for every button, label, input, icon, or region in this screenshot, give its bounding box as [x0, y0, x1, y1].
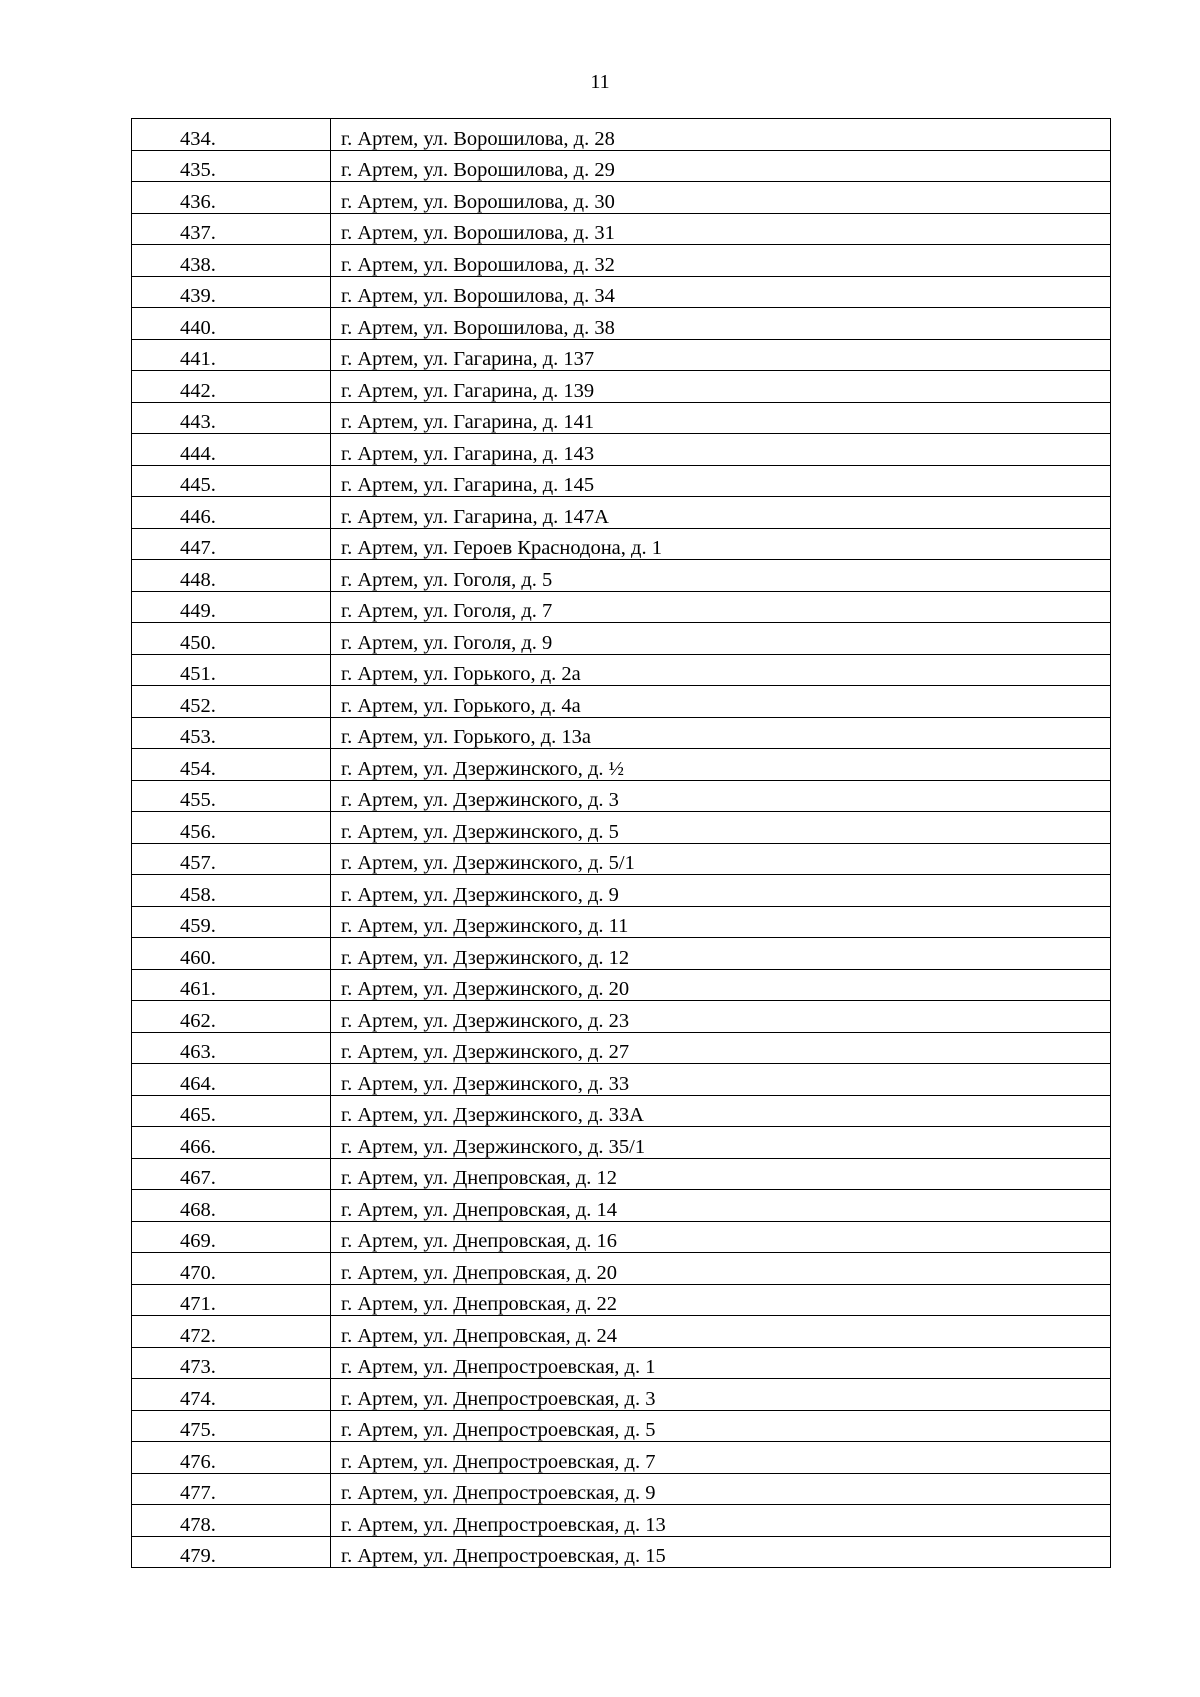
address-cell: г. Артем, ул. Гагарина, д. 145	[331, 465, 1111, 497]
address-cell: г. Артем, ул. Днепровская, д. 16	[331, 1221, 1111, 1253]
address-cell: г. Артем, ул. Дзержинского, д. 5/1	[331, 843, 1111, 875]
address-cell: г. Артем, ул. Днепростроевская, д. 13	[331, 1505, 1111, 1537]
table-row	[132, 969, 1111, 1001]
table-row	[132, 1347, 1111, 1379]
table-row	[132, 780, 1111, 812]
address-cell: г. Артем, ул. Дзержинского, д. 11	[331, 906, 1111, 938]
row-number-cell: 461.	[132, 969, 331, 1001]
table-row	[132, 308, 1111, 340]
address-cell: г. Артем, ул. Ворошилова, д. 29	[331, 150, 1111, 182]
address-table-body	[132, 119, 1111, 1568]
table-row	[132, 213, 1111, 245]
row-number-cell: 477.	[132, 1473, 331, 1505]
table-row	[132, 528, 1111, 560]
table-row	[132, 1536, 1111, 1568]
table-row	[132, 150, 1111, 182]
address-cell: г. Артем, ул. Гагарина, д. 147А	[331, 497, 1111, 529]
address-cell: г. Артем, ул. Дзержинского, д. 33	[331, 1064, 1111, 1096]
row-number-cell: 467.	[132, 1158, 331, 1190]
row-number-cell: 457.	[132, 843, 331, 875]
table-row	[132, 717, 1111, 749]
table-row	[132, 1001, 1111, 1033]
row-number-cell: 479.	[132, 1536, 331, 1568]
row-number-cell: 434.	[132, 119, 331, 151]
address-cell: г. Артем, ул. Дзержинского, д. 3	[331, 780, 1111, 812]
address-cell: г. Артем, ул. Гагарина, д. 141	[331, 402, 1111, 434]
table-row	[132, 654, 1111, 686]
address-cell: г. Артем, ул. Дзержинского, д. 12	[331, 938, 1111, 970]
table-row	[132, 1190, 1111, 1222]
table-row	[132, 1095, 1111, 1127]
table-row	[132, 623, 1111, 655]
address-cell: г. Артем, ул. Гагарина, д. 137	[331, 339, 1111, 371]
table-row	[132, 182, 1111, 214]
row-number-cell: 436.	[132, 182, 331, 214]
row-number-cell: 449.	[132, 591, 331, 623]
page-number: 11	[590, 71, 610, 93]
table-row	[132, 1253, 1111, 1285]
table-row	[132, 686, 1111, 718]
row-number-cell: 471.	[132, 1284, 331, 1316]
address-cell: г. Артем, ул. Днепровская, д. 22	[331, 1284, 1111, 1316]
row-number-cell: 444.	[132, 434, 331, 466]
table-row	[132, 1410, 1111, 1442]
address-cell: г. Артем, ул. Дзержинского, д. 23	[331, 1001, 1111, 1033]
row-number-cell: 453.	[132, 717, 331, 749]
address-cell: г. Артем, ул. Гоголя, д. 9	[331, 623, 1111, 655]
address-cell: г. Артем, ул. Днепростроевская, д. 9	[331, 1473, 1111, 1505]
table-row	[132, 1032, 1111, 1064]
address-cell: г. Артем, ул. Ворошилова, д. 34	[331, 276, 1111, 308]
address-cell: г. Артем, ул. Гоголя, д. 7	[331, 591, 1111, 623]
row-number-cell: 459.	[132, 906, 331, 938]
address-cell: г. Артем, ул. Дзержинского, д. 35/1	[331, 1127, 1111, 1159]
row-number-cell: 452.	[132, 686, 331, 718]
table-row	[132, 1505, 1111, 1537]
table-row	[132, 749, 1111, 781]
table-row	[132, 1284, 1111, 1316]
row-number-cell: 468.	[132, 1190, 331, 1222]
row-number-cell: 456.	[132, 812, 331, 844]
row-number-cell: 470.	[132, 1253, 331, 1285]
table-row	[132, 1127, 1111, 1159]
table-row	[132, 906, 1111, 938]
row-number-cell: 463.	[132, 1032, 331, 1064]
row-number-cell: 475.	[132, 1410, 331, 1442]
table-row	[132, 245, 1111, 277]
address-cell: г. Артем, ул. Дзержинского, д. 33А	[331, 1095, 1111, 1127]
address-cell: г. Артем, ул. Дзержинского, д. 5	[331, 812, 1111, 844]
row-number-cell: 464.	[132, 1064, 331, 1096]
address-cell: г. Артем, ул. Днепровская, д. 12	[331, 1158, 1111, 1190]
table-row	[132, 875, 1111, 907]
address-cell: г. Артем, ул. Дзержинского, д. 27	[331, 1032, 1111, 1064]
table-row	[132, 938, 1111, 970]
row-number-cell: 441.	[132, 339, 331, 371]
row-number-cell: 438.	[132, 245, 331, 277]
address-cell: г. Артем, ул. Днепростроевская, д. 5	[331, 1410, 1111, 1442]
table-row	[132, 339, 1111, 371]
address-cell: г. Артем, ул. Днепростроевская, д. 1	[331, 1347, 1111, 1379]
address-cell: г. Артем, ул. Днепростроевская, д. 15	[331, 1536, 1111, 1568]
table-row	[132, 371, 1111, 403]
table-row	[132, 812, 1111, 844]
address-cell: г. Артем, ул. Горького, д. 4а	[331, 686, 1111, 718]
row-number-cell: 435.	[132, 150, 331, 182]
row-number-cell: 466.	[132, 1127, 331, 1159]
address-cell: г. Артем, ул. Дзержинского, д. ½	[331, 749, 1111, 781]
row-number-cell: 447.	[132, 528, 331, 560]
table-row	[132, 1316, 1111, 1348]
row-number-cell: 474.	[132, 1379, 331, 1411]
row-number-cell: 462.	[132, 1001, 331, 1033]
row-number-cell: 437.	[132, 213, 331, 245]
address-cell: г. Артем, ул. Гоголя, д. 5	[331, 560, 1111, 592]
row-number-cell: 469.	[132, 1221, 331, 1253]
address-cell: г. Артем, ул. Днепровская, д. 24	[331, 1316, 1111, 1348]
row-number-cell: 465.	[132, 1095, 331, 1127]
address-cell: г. Артем, ул. Днепростроевская, д. 7	[331, 1442, 1111, 1474]
table-row	[132, 276, 1111, 308]
table-row	[132, 465, 1111, 497]
row-number-cell: 440.	[132, 308, 331, 340]
table-row	[132, 1158, 1111, 1190]
row-number-cell: 450.	[132, 623, 331, 655]
table-row	[132, 497, 1111, 529]
address-cell: г. Артем, ул. Днепростроевская, д. 3	[331, 1379, 1111, 1411]
row-number-cell: 439.	[132, 276, 331, 308]
table-row	[132, 560, 1111, 592]
row-number-cell: 446.	[132, 497, 331, 529]
row-number-cell: 458.	[132, 875, 331, 907]
address-cell: г. Артем, ул. Днепровская, д. 20	[331, 1253, 1111, 1285]
row-number-cell: 460.	[132, 938, 331, 970]
address-cell: г. Артем, ул. Героев Краснодона, д. 1	[331, 528, 1111, 560]
address-cell: г. Артем, ул. Днепровская, д. 14	[331, 1190, 1111, 1222]
row-number-cell: 445.	[132, 465, 331, 497]
table-row	[132, 434, 1111, 466]
table-row	[132, 119, 1111, 151]
row-number-cell: 442.	[132, 371, 331, 403]
row-number-cell: 476.	[132, 1442, 331, 1474]
address-cell: г. Артем, ул. Гагарина, д. 143	[331, 434, 1111, 466]
row-number-cell: 443.	[132, 402, 331, 434]
address-cell: г. Артем, ул. Гагарина, д. 139	[331, 371, 1111, 403]
row-number-cell: 473.	[132, 1347, 331, 1379]
address-table	[131, 118, 1111, 1568]
address-cell: г. Артем, ул. Горького, д. 2а	[331, 654, 1111, 686]
table-row	[132, 1064, 1111, 1096]
row-number-cell: 448.	[132, 560, 331, 592]
row-number-cell: 455.	[132, 780, 331, 812]
address-cell: г. Артем, ул. Дзержинского, д. 20	[331, 969, 1111, 1001]
address-cell: г. Артем, ул. Ворошилова, д. 38	[331, 308, 1111, 340]
table-row	[132, 1379, 1111, 1411]
address-cell: г. Артем, ул. Ворошилова, д. 30	[331, 182, 1111, 214]
row-number-cell: 472.	[132, 1316, 331, 1348]
table-row	[132, 843, 1111, 875]
table-row	[132, 591, 1111, 623]
row-number-cell: 454.	[132, 749, 331, 781]
row-number-cell: 451.	[132, 654, 331, 686]
address-cell: г. Артем, ул. Ворошилова, д. 32	[331, 245, 1111, 277]
address-cell: г. Артем, ул. Дзержинского, д. 9	[331, 875, 1111, 907]
address-cell: г. Артем, ул. Ворошилова, д. 31	[331, 213, 1111, 245]
address-cell: г. Артем, ул. Горького, д. 13а	[331, 717, 1111, 749]
table-row	[132, 1473, 1111, 1505]
address-cell: г. Артем, ул. Ворошилова, д. 28	[331, 119, 1111, 151]
table-row	[132, 402, 1111, 434]
row-number-cell: 478.	[132, 1505, 331, 1537]
table-row	[132, 1442, 1111, 1474]
table-row	[132, 1221, 1111, 1253]
